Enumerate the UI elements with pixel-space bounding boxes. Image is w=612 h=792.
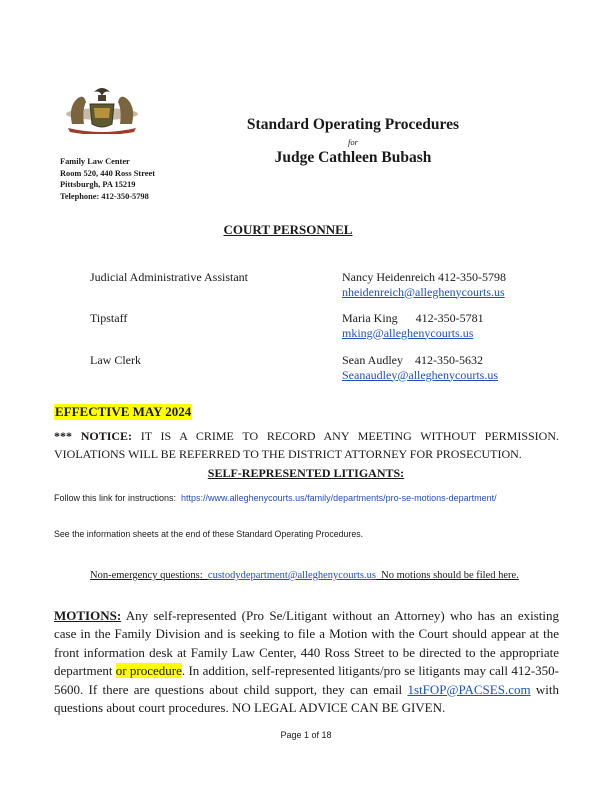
personnel-email-link[interactable]: mking@alleghenycourts.us [342, 325, 474, 340]
colon: : [199, 570, 208, 581]
personnel-name-phone: Sean Audley 412-350-5632 [342, 353, 483, 367]
court-address [60, 156, 155, 202]
personnel-contact [342, 270, 506, 299]
follow-text: Follow this link for instructions: [54, 493, 182, 503]
effective-date-banner: EFFECTIVE MAY 2024 [55, 404, 192, 419]
non-emergency-paragraph [54, 568, 559, 583]
page-number: Page 1 of 18 [280, 730, 332, 740]
instructions-paragraph [54, 488, 566, 508]
personnel-name-phone: Maria King 412-350-5781 [342, 311, 484, 325]
personnel-contact [342, 311, 484, 340]
motions-text: with questions about court procedures. NO LEGAL ADVICE CAN BE GIVEN. [54, 681, 559, 716]
address-line: Room 520, 440 Ross Street [60, 168, 155, 178]
address-line: Telephone: 412-350-5798 [60, 191, 149, 201]
document-title: Standard Operating Procedures [246, 116, 460, 133]
personnel-role: Tipstaff [90, 311, 128, 325]
personnel-contact [342, 353, 498, 382]
highlighted-text: or procedure [115, 663, 182, 679]
non-emergency-label: Non-emergency questions [90, 570, 200, 581]
notice-prefix: *** [54, 429, 81, 443]
motions-label: MOTIONS: [54, 608, 122, 623]
notice-paragraph [54, 427, 559, 463]
info-sheets-note: See the information sheets at the end of these Standard Operating Procedures. [54, 529, 364, 539]
personnel-role: Law Clerk [90, 353, 141, 367]
address-line: Family Law Center [60, 157, 130, 166]
motions-text: . In addition, self-represented litigants/pro se litigants may call 412-350-5600. If there are questions about child support, they can email [54, 663, 559, 697]
court-personnel-heading: COURT PERSONNEL [223, 222, 353, 237]
self-represented-heading: SELF-REPRESENTED LITIGANTS: [207, 466, 405, 480]
motions-paragraph [54, 607, 559, 717]
fop-email-link[interactable]: 1stFOP@PACSES.com [407, 681, 531, 697]
personnel-email-link[interactable]: nheidenreich@alleghenycourts.us [342, 284, 505, 299]
personnel-name-phone: Nancy Heidenreich 412-350-5798 [342, 270, 506, 284]
motions-text: Any self-represented (Pro Se/Litigant without an Attorney) who has an existing case in the Family Division and is seeking to file a Motion with the Court should appear at the front information desk at Family Law Center, 440 Ross Street to be directed to the appropriate department [54, 608, 559, 679]
custody-email-link[interactable]: custodydepartment@alleghenycourts.us [207, 570, 376, 581]
pro-se-motions-link[interactable]: https://www.alleghenycourts.us/family/departments/pro-se-motions-department/ [181, 493, 497, 503]
notice-text: IT IS A CRIME TO RECORD ANY MEETING WITHOUT PERMISSION. VIOLATIONS WILL BE REFERRED TO THE DISTRICT ATTORNEY FOR PROSECUTION. [54, 429, 560, 461]
no-motions-note: No motions should be filed here. [375, 570, 519, 581]
personnel-role: Judicial Administrative Assistant [90, 270, 248, 284]
pennsylvania-seal-icon [64, 84, 140, 134]
personnel-email-link[interactable]: Seanaudley@alleghenycourts.us [342, 367, 499, 382]
judge-name: Judge Cathleen Bubash [274, 149, 432, 166]
notice-label: NOTICE: [80, 429, 133, 443]
address-line: Pittsburgh, PA 15219 [60, 180, 136, 190]
for-word: for [348, 137, 358, 147]
